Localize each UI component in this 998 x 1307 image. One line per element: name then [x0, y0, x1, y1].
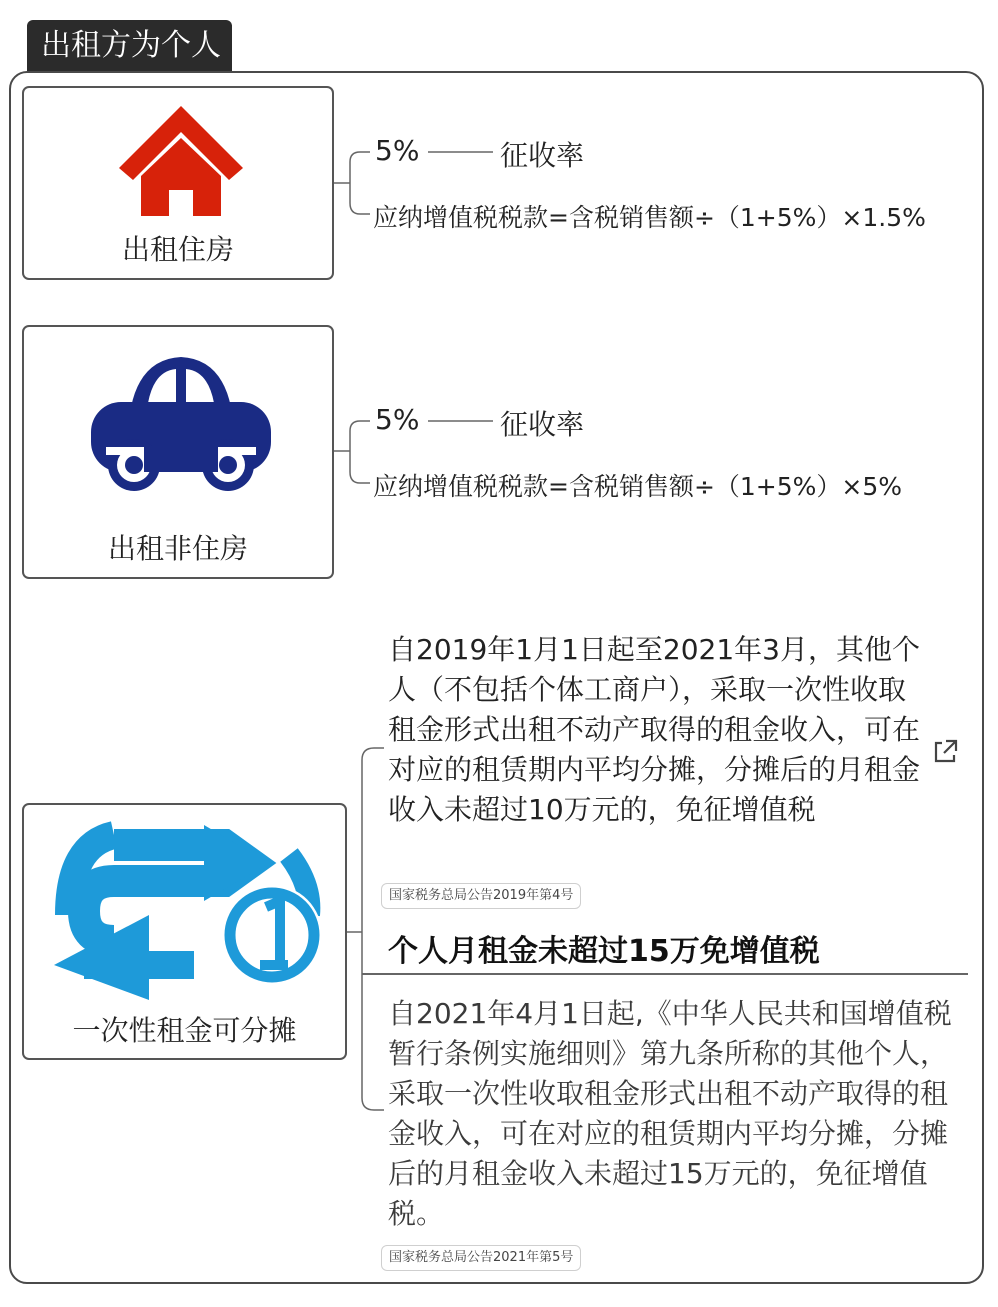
policy-heading: 个人月租金未超过15万免增值税	[388, 934, 820, 969]
nonhousing-rate-label: 征收率	[500, 408, 585, 441]
car-icon	[86, 347, 276, 497]
nonhousing-rate-value: 5%	[375, 403, 420, 436]
page-title: 出租方为个人	[27, 20, 232, 72]
housing-rate-label: 征收率	[500, 139, 585, 172]
lump-sum-rent-card	[22, 803, 347, 1060]
source-tag-2019: 国家税务总局公告2019年第4号	[381, 883, 581, 909]
policy-note-2019: 自2019年1月1日起至2021年3月，其他个人（不包括个体工商户），采取一次性收取租金形式出租不动产取得的租金收入，可在对应的租赁期内平均分摊，分摊后的月租金收入未超过10万元的，免征增值税	[388, 633, 921, 826]
external-link-icon[interactable]	[930, 737, 960, 767]
nonhousing-formula: 应纳增值税税款=含税销售额÷（1+5%）×5%	[373, 472, 903, 501]
policy-note-2021: 自2021年4月1日起,《中华人民共和国增值税暂行条例实施细则》第九条所称的其他个人，采取一次性收取租金形式出租不动产取得的租金收入，可在对应的租赁期内平均分摊，分摊后的月租金收入未超过15万元的，免征增值税。	[388, 997, 952, 1230]
rent-nonhousing-label: 出租非住房	[107, 532, 248, 565]
rent-nonhousing-card	[22, 325, 334, 579]
rent-housing-card	[22, 86, 334, 280]
house-icon	[111, 98, 251, 218]
lump-sum-rent-label: 一次性租金可分摊	[72, 1014, 297, 1047]
cycle-one-icon	[44, 815, 334, 1000]
source-tag-2021: 国家税务总局公告2021年第5号	[381, 1245, 581, 1271]
housing-formula: 应纳增值税税款=含税销售额÷（1+5%）×1.5%	[373, 203, 926, 232]
rent-housing-label: 出租住房	[121, 233, 234, 266]
housing-rate-value: 5%	[375, 134, 420, 167]
